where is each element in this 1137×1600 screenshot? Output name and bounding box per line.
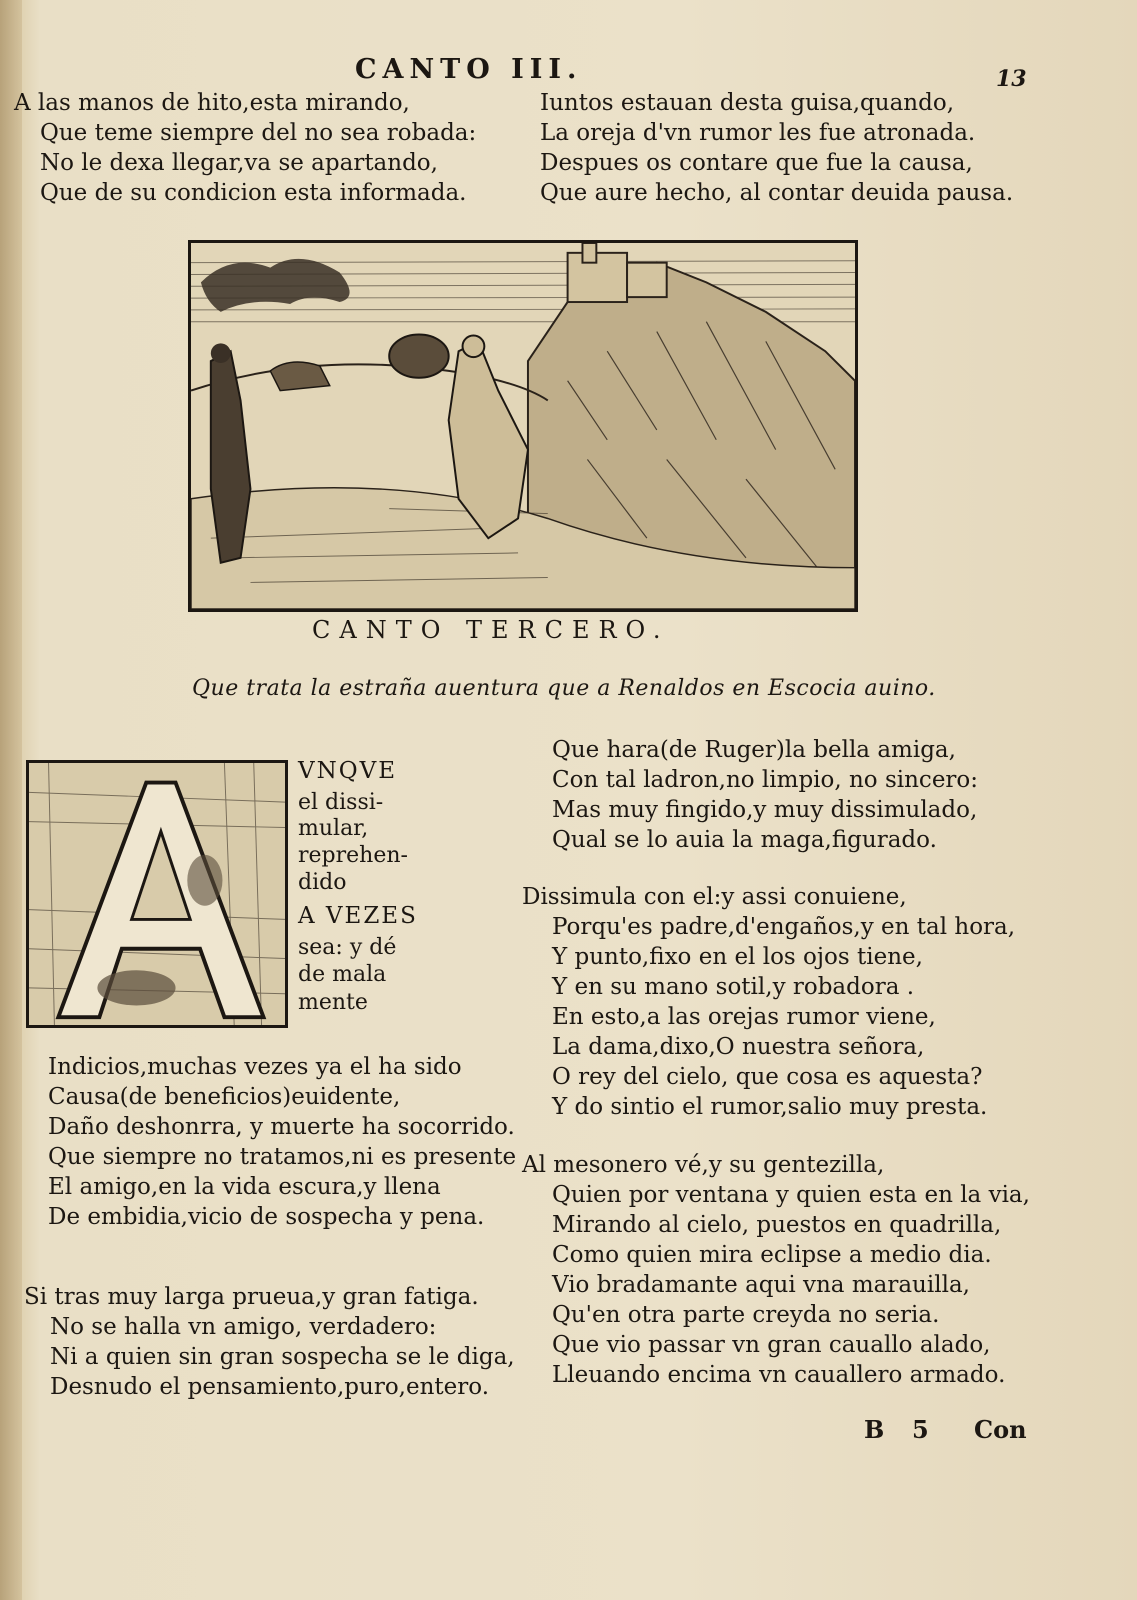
canto-title: CANTO TERCERO. [312,616,670,644]
verse-line: Que siempre no tratamos,ni es presente [48,1144,517,1170]
verse-line: Que teme siempre del no sea robada: [40,120,477,146]
stanza-right-2 [522,882,1015,1122]
catchword: Con [974,1415,1027,1444]
woodcut-illustration [188,240,858,612]
verse-line: O rey del cielo, que cosa es aquesta? [552,1064,983,1090]
decorated-initial [26,760,288,1028]
verse-line: El amigo,en la vida escura,y llena [48,1174,441,1200]
verse-line: Mirando al cielo, puestos en quadrilla, [552,1212,1002,1238]
verse-line: Mas muy fingido,y muy dissimulado, [552,797,978,823]
stanza-left-2 [24,1282,515,1402]
initial-text: reprehen- [298,843,408,868]
verse-line: Quien por ventana y quien esta en la via, [552,1182,1030,1208]
stanza-top-right [540,88,1013,208]
verse-line: Despues os contare que fue la causa, [540,150,973,176]
stanza-top-left [14,88,476,208]
verse-line: Si tras muy larga prueua,y gran fatiga. [24,1284,479,1310]
verse-line: La oreja d'vn rumor les fue atronada. [540,120,976,146]
verse-line: Porqu'es padre,d'engaños,y en tal hora, [552,914,1016,940]
folio-number: 13 [996,66,1027,92]
initial-text: sea: y dé [298,935,397,960]
verse-line: Que vio passar vn gran cauallo alado, [552,1332,991,1358]
verse-line: Desnudo el pensamiento,puro,entero. [50,1374,490,1400]
page-gutter [0,0,22,1600]
verse-line: Indicios,muchas vezes ya el ha sido [48,1054,462,1080]
initial-text: de mala [298,962,387,987]
verse-line: Y en su mano sotil,y robadora . [552,974,915,1000]
initial-text: A VEZES [298,903,418,929]
verse-line: Que hara(de Ruger)la bella amiga, [552,737,956,763]
verse-line: A las manos de hito,esta mirando, [14,90,410,116]
verse-line: Al mesonero vé,y su gentezilla, [522,1152,885,1178]
initial-text: mente [298,990,368,1015]
verse-line: Qu'en otra parte creyda no seria. [552,1302,940,1328]
signature-number: 5 [912,1415,929,1444]
stanza-left-1 [48,1052,516,1232]
verse-line: No le dexa llegar,va se apartando, [40,150,438,176]
verse-line: Daño deshonrra, y muerte ha socorrido. [48,1114,515,1140]
initial-text: dido [298,870,347,895]
verse-line: Que de su condicion esta informada. [40,180,467,206]
verse-line: De embidia,vicio de sospecha y pena. [48,1204,485,1230]
stanza-right-1 [552,735,978,855]
verse-line: La dama,dixo,O nuestra señora, [552,1034,925,1060]
verse-line: Dissimula con el:y assi conuiene, [522,884,907,910]
running-head: CANTO III. [355,54,583,85]
signature-mark: B [864,1415,885,1444]
woodcut-landscape-icon [191,243,855,609]
stanza-right-3 [522,1150,1030,1390]
verse-line: En esto,a las orejas rumor viene, [552,1004,936,1030]
canto-subtitle: Que trata la estraña auentura que a Renaldos en Escocia auino. [192,676,936,701]
verse-line: No se halla vn amigo, verdadero: [50,1314,437,1340]
verse-line: Y do sintio el rumor,salio muy presta. [552,1094,988,1120]
initial-text: VNQVE [298,758,397,784]
verse-line: Que aure hecho, al contar deuida pausa. [540,180,1014,206]
verse-line: Causa(de beneficios)euidente, [48,1084,401,1110]
verse-line: Como quien mira eclipse a medio dia. [552,1242,992,1268]
initial-text: mular, [298,816,369,841]
verse-line: Iuntos estauan desta guisa,quando, [540,90,954,116]
verse-line: Con tal ladron,no limpio, no sincero: [552,767,979,793]
ornamental-letter-icon [29,763,285,1025]
verse-line: Vio bradamante aqui vna marauilla, [552,1272,970,1298]
verse-line: Lleuando encima vn cauallero armado. [552,1362,1006,1388]
verse-line: Y punto,fixo en el los ojos tiene, [552,944,923,970]
verse-line: Ni a quien sin gran sospecha se le diga, [50,1344,515,1370]
verse-line: Qual se lo auia la maga,figurado. [552,827,937,853]
initial-text: el dissi- [298,790,384,815]
